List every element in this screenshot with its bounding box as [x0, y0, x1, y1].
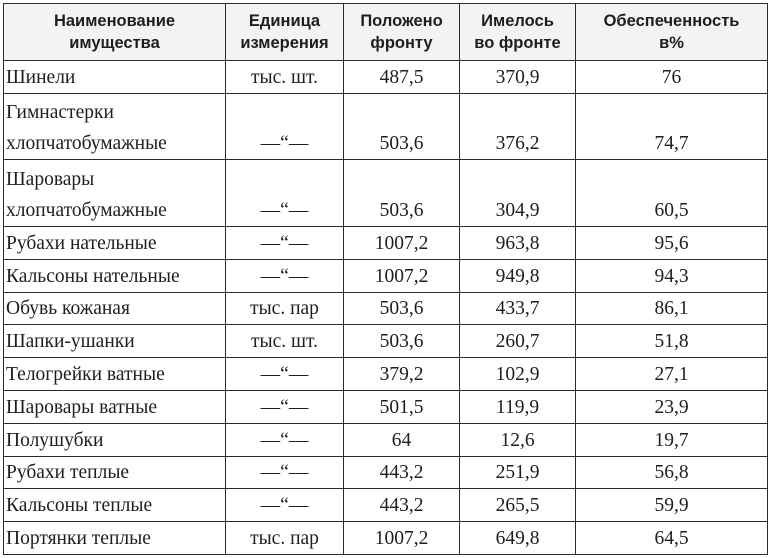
cell-pct: 27,1 [576, 358, 768, 391]
cell-unit: тыс. шт. [226, 325, 344, 358]
header-unit: Единица измерения [226, 4, 344, 61]
cell-due: 487,5 [344, 61, 460, 94]
cell-had: 251,9 [460, 456, 576, 489]
cell-had: 260,7 [460, 325, 576, 358]
cell-had: 370,9 [460, 61, 576, 94]
cell-name: Рубахи нательные [4, 227, 226, 260]
cell-unit: —“— [226, 227, 344, 260]
cell-due: 503,6 [344, 292, 460, 325]
table-row [4, 390, 768, 423]
cell-pct: 59,9 [576, 489, 768, 522]
cell-name: Обувь кожаная [4, 292, 226, 325]
table-row [4, 93, 768, 160]
table-row [4, 292, 768, 325]
header-due: Положено фронту [344, 4, 460, 61]
cell-pct: 94,3 [576, 259, 768, 292]
cell-unit: тыс. пар [226, 522, 344, 555]
cell-name: Портянки теплые [4, 522, 226, 555]
cell-unit: тыс. шт. [226, 61, 344, 94]
cell-pct: 56,8 [576, 456, 768, 489]
cell-due: 379,2 [344, 358, 460, 391]
cell-had: 649,8 [460, 522, 576, 555]
cell-unit: тыс. пар [226, 292, 344, 325]
cell-name: Шинели [4, 61, 226, 94]
cell-pct: 76 [576, 61, 768, 94]
cell-due: 503,6 [344, 160, 460, 227]
cell-name: Кальсоны нательные [4, 259, 226, 292]
cell-pct: 23,9 [576, 390, 768, 423]
table-row [4, 358, 768, 391]
cell-unit: —“— [226, 390, 344, 423]
cell-name: Рубахи теплые [4, 456, 226, 489]
table-row [4, 160, 768, 227]
header-had: Имелось во фронте [460, 4, 576, 61]
cell-unit: —“— [226, 160, 344, 227]
cell-due: 1007,2 [344, 227, 460, 260]
table-row [4, 489, 768, 522]
cell-due: 443,2 [344, 456, 460, 489]
header-row [4, 4, 768, 61]
cell-due: 1007,2 [344, 522, 460, 555]
cell-due: 64 [344, 423, 460, 456]
cell-had: 265,5 [460, 489, 576, 522]
cell-due: 443,2 [344, 489, 460, 522]
cell-name: Шаровары ватные [4, 390, 226, 423]
cell-due: 503,6 [344, 325, 460, 358]
cell-name: Шапки-ушанки [4, 325, 226, 358]
cell-name: Полушубки [4, 423, 226, 456]
cell-pct: 51,8 [576, 325, 768, 358]
cell-pct: 95,6 [576, 227, 768, 260]
table-row [4, 259, 768, 292]
cell-unit: —“— [226, 93, 344, 160]
header-name: Наименование имущества [4, 4, 226, 61]
cell-pct: 60,5 [576, 160, 768, 227]
cell-pct: 19,7 [576, 423, 768, 456]
cell-had: 119,9 [460, 390, 576, 423]
cell-due: 501,5 [344, 390, 460, 423]
cell-had: 949,8 [460, 259, 576, 292]
table-row [4, 325, 768, 358]
cell-unit: —“— [226, 358, 344, 391]
cell-pct: 64,5 [576, 522, 768, 555]
table-row [4, 456, 768, 489]
table-row [4, 522, 768, 555]
cell-unit: —“— [226, 456, 344, 489]
cell-had: 963,8 [460, 227, 576, 260]
cell-pct: 74,7 [576, 93, 768, 160]
table-row [4, 61, 768, 94]
cell-had: 433,7 [460, 292, 576, 325]
cell-had: 376,2 [460, 93, 576, 160]
table-row [4, 227, 768, 260]
cell-name: Кальсоны теплые [4, 489, 226, 522]
cell-due: 1007,2 [344, 259, 460, 292]
cell-unit: —“— [226, 423, 344, 456]
cell-name: Телогрейки ватные [4, 358, 226, 391]
cell-unit: —“— [226, 259, 344, 292]
cell-name: Шаровары хлопчатобумажные [4, 160, 226, 227]
cell-had: 304,9 [460, 160, 576, 227]
supply-table [3, 3, 768, 555]
table-row [4, 423, 768, 456]
cell-unit: —“— [226, 489, 344, 522]
cell-had: 102,9 [460, 358, 576, 391]
cell-name: Гимнастерки хлопчатобумажные [4, 93, 226, 160]
header-pct: Обеспеченность в% [576, 4, 768, 61]
cell-had: 12,6 [460, 423, 576, 456]
cell-pct: 86,1 [576, 292, 768, 325]
cell-due: 503,6 [344, 93, 460, 160]
